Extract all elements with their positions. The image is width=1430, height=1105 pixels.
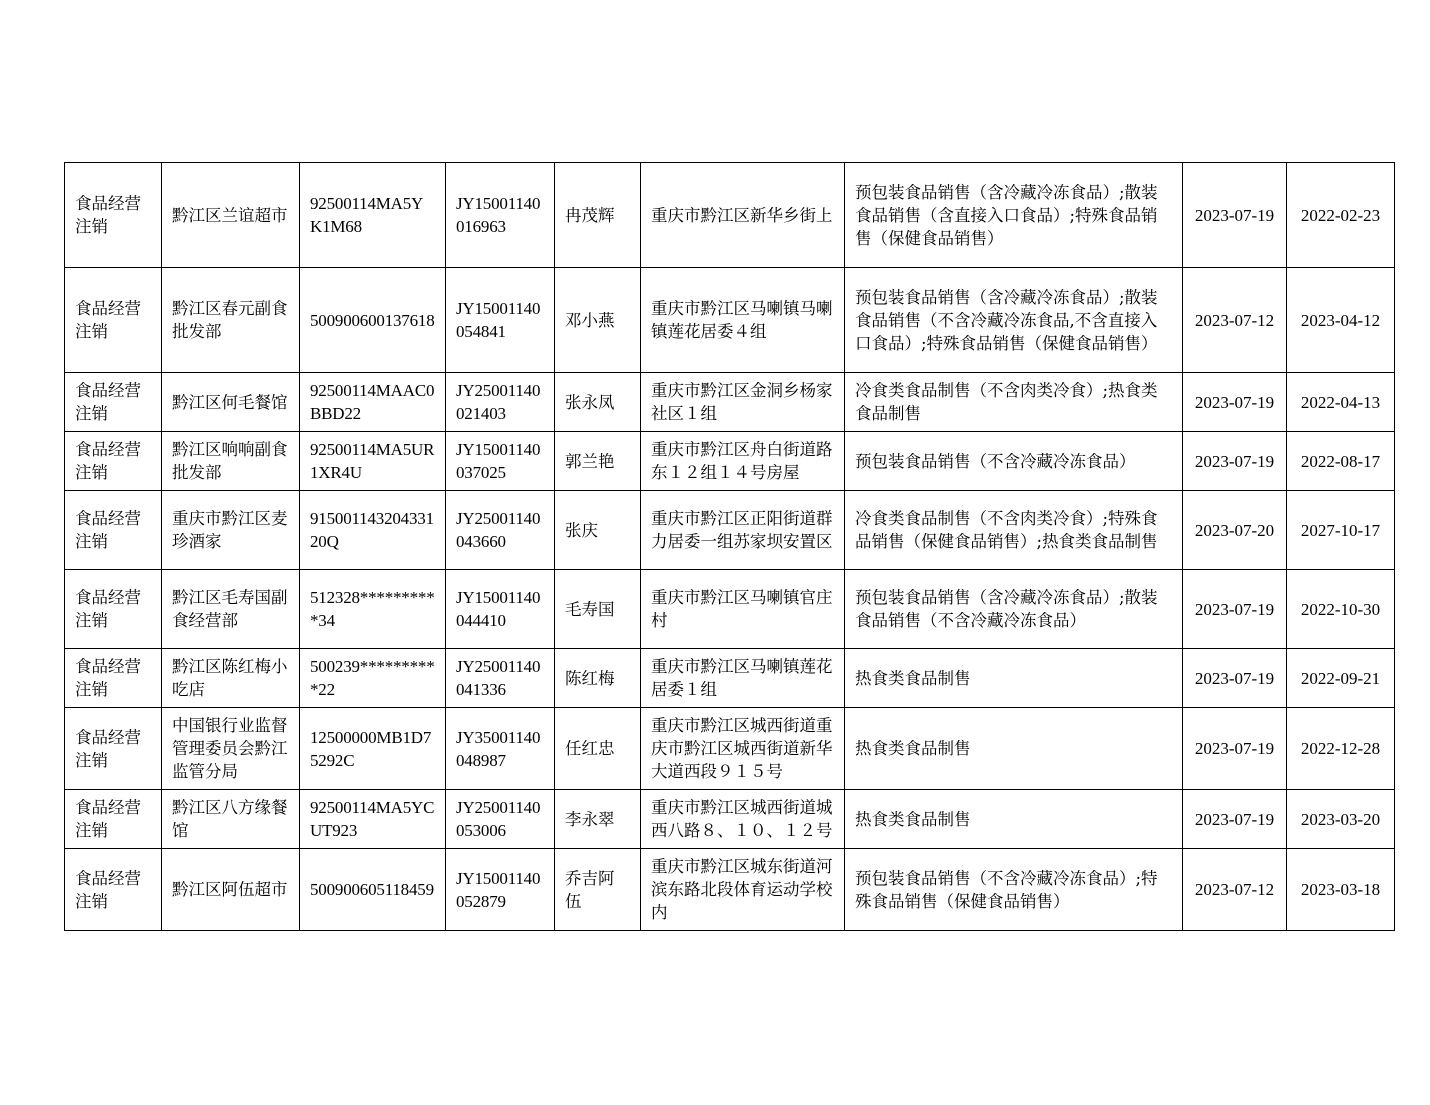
license-number-cell: JY25001140053006 — [446, 790, 555, 849]
credit-code-cell: 92500114MA5YK1M68 — [300, 163, 446, 268]
license-cancellation-table — [64, 162, 1395, 931]
table-row — [65, 268, 1395, 373]
cancel-date-cell: 2023-07-19 — [1183, 432, 1287, 491]
license-number-cell: JY15001140016963 — [446, 163, 555, 268]
valid-until-cell: 2022-09-21 — [1287, 649, 1395, 708]
license-type-cell: 食品经营注销 — [65, 163, 162, 268]
credit-code-cell: 512328**********34 — [300, 570, 446, 649]
business-scope-cell: 预包装食品销售（不含冷藏冷冻食品） — [845, 432, 1183, 491]
license-type-cell: 食品经营注销 — [65, 649, 162, 708]
valid-until-cell: 2023-04-12 — [1287, 268, 1395, 373]
license-number-cell: JY15001140044410 — [446, 570, 555, 649]
legal-person-cell: 郭兰艳 — [555, 432, 641, 491]
valid-until-cell: 2022-10-30 — [1287, 570, 1395, 649]
license-number-cell: JY15001140054841 — [446, 268, 555, 373]
license-type-cell: 食品经营注销 — [65, 570, 162, 649]
valid-until-cell: 2023-03-18 — [1287, 849, 1395, 931]
address-cell: 重庆市黔江区城西街道城西八路８、１０、１２号 — [641, 790, 845, 849]
cancel-date-cell: 2023-07-19 — [1183, 570, 1287, 649]
business-name-cell: 黔江区响响副食批发部 — [162, 432, 300, 491]
business-name-cell: 黔江区八方缘餐馆 — [162, 790, 300, 849]
legal-person-cell: 邓小燕 — [555, 268, 641, 373]
credit-code-cell: 500900605118459 — [300, 849, 446, 931]
business-scope-cell: 热食类食品制售 — [845, 708, 1183, 790]
business-scope-cell: 预包装食品销售（含冷藏冷冻食品）;散装食品销售（不含冷藏冷冻食品,不含直接入口食品）;特殊食品销售（保健食品销售） — [845, 268, 1183, 373]
table-row — [65, 373, 1395, 432]
license-type-cell: 食品经营注销 — [65, 432, 162, 491]
credit-code-cell: 500900600137618 — [300, 268, 446, 373]
license-number-cell: JY35001140048987 — [446, 708, 555, 790]
valid-until-cell: 2022-12-28 — [1287, 708, 1395, 790]
business-scope-cell: 预包装食品销售（含冷藏冷冻食品）;散装食品销售（含直接入口食品）;特殊食品销售（保健食品销售） — [845, 163, 1183, 268]
table-row — [65, 432, 1395, 491]
business-scope-cell: 预包装食品销售（不含冷藏冷冻食品）;特殊食品销售（保健食品销售） — [845, 849, 1183, 931]
legal-person-cell: 陈红梅 — [555, 649, 641, 708]
cancel-date-cell: 2023-07-20 — [1183, 491, 1287, 570]
business-name-cell: 黔江区阿伍超市 — [162, 849, 300, 931]
business-name-cell: 黔江区陈红梅小吃店 — [162, 649, 300, 708]
table-row — [65, 708, 1395, 790]
legal-person-cell: 李永翠 — [555, 790, 641, 849]
valid-until-cell: 2022-04-13 — [1287, 373, 1395, 432]
cancel-date-cell: 2023-07-19 — [1183, 708, 1287, 790]
cancel-date-cell: 2023-07-19 — [1183, 649, 1287, 708]
license-number-cell: JY25001140041336 — [446, 649, 555, 708]
license-type-cell: 食品经营注销 — [65, 268, 162, 373]
license-type-cell: 食品经营注销 — [65, 491, 162, 570]
address-cell: 重庆市黔江区马喇镇官庄村 — [641, 570, 845, 649]
valid-until-cell: 2022-02-23 — [1287, 163, 1395, 268]
license-number-cell: JY25001140021403 — [446, 373, 555, 432]
license-type-cell: 食品经营注销 — [65, 790, 162, 849]
table-row — [65, 790, 1395, 849]
credit-code-cell: 500239**********22 — [300, 649, 446, 708]
legal-person-cell: 任红忠 — [555, 708, 641, 790]
business-scope-cell: 预包装食品销售（含冷藏冷冻食品）;散装食品销售（不含冷藏冷冻食品） — [845, 570, 1183, 649]
legal-person-cell: 毛寿国 — [555, 570, 641, 649]
legal-person-cell: 张庆 — [555, 491, 641, 570]
table-row — [65, 570, 1395, 649]
valid-until-cell: 2027-10-17 — [1287, 491, 1395, 570]
address-cell: 重庆市黔江区金洞乡杨家社区１组 — [641, 373, 845, 432]
address-cell: 重庆市黔江区马喇镇莲花居委１组 — [641, 649, 845, 708]
legal-person-cell: 张永凤 — [555, 373, 641, 432]
business-name-cell: 黔江区春元副食批发部 — [162, 268, 300, 373]
business-name-cell: 中国银行业监督管理委员会黔江监管分局 — [162, 708, 300, 790]
license-type-cell: 食品经营注销 — [65, 849, 162, 931]
business-scope-cell: 热食类食品制售 — [845, 649, 1183, 708]
license-number-cell: JY15001140037025 — [446, 432, 555, 491]
credit-code-cell: 12500000MB1D75292C — [300, 708, 446, 790]
credit-code-cell: 92500114MA5UR1XR4U — [300, 432, 446, 491]
business-name-cell: 黔江区毛寿国副食经营部 — [162, 570, 300, 649]
business-scope-cell: 冷食类食品制售（不含肉类冷食）;热食类食品制售 — [845, 373, 1183, 432]
address-cell: 重庆市黔江区新华乡街上 — [641, 163, 845, 268]
table-row — [65, 849, 1395, 931]
credit-code-cell: 915001143204331 20Q — [300, 491, 446, 570]
table-row — [65, 491, 1395, 570]
business-name-cell: 重庆市黔江区麦珍酒家 — [162, 491, 300, 570]
address-cell: 重庆市黔江区正阳街道群力居委一组苏家坝安置区 — [641, 491, 845, 570]
table-row — [65, 163, 1395, 268]
credit-code-cell: 92500114MAAC0BBD22 — [300, 373, 446, 432]
legal-person-cell: 乔吉阿伍 — [555, 849, 641, 931]
license-number-cell: JY25001140043660 — [446, 491, 555, 570]
business-name-cell: 黔江区兰谊超市 — [162, 163, 300, 268]
cancel-date-cell: 2023-07-19 — [1183, 163, 1287, 268]
license-number-cell: JY15001140052879 — [446, 849, 555, 931]
business-name-cell: 黔江区何毛餐馆 — [162, 373, 300, 432]
address-cell: 重庆市黔江区城东街道河滨东路北段体育运动学校内 — [641, 849, 845, 931]
address-cell: 重庆市黔江区城西街道重庆市黔江区城西街道新华大道西段９１５号 — [641, 708, 845, 790]
table-row — [65, 649, 1395, 708]
license-type-cell: 食品经营注销 — [65, 708, 162, 790]
legal-person-cell: 冉茂辉 — [555, 163, 641, 268]
credit-code-cell: 92500114MA5YCUT923 — [300, 790, 446, 849]
valid-until-cell: 2022-08-17 — [1287, 432, 1395, 491]
address-cell: 重庆市黔江区马喇镇马喇镇莲花居委４组 — [641, 268, 845, 373]
address-cell: 重庆市黔江区舟白街道路东１２组１４号房屋 — [641, 432, 845, 491]
business-scope-cell: 热食类食品制售 — [845, 790, 1183, 849]
cancel-date-cell: 2023-07-19 — [1183, 790, 1287, 849]
cancel-date-cell: 2023-07-12 — [1183, 849, 1287, 931]
cancel-date-cell: 2023-07-12 — [1183, 268, 1287, 373]
cancel-date-cell: 2023-07-19 — [1183, 373, 1287, 432]
business-scope-cell: 冷食类食品制售（不含肉类冷食）;特殊食品销售（保健食品销售）;热食类食品制售 — [845, 491, 1183, 570]
valid-until-cell: 2023-03-20 — [1287, 790, 1395, 849]
license-type-cell: 食品经营注销 — [65, 373, 162, 432]
